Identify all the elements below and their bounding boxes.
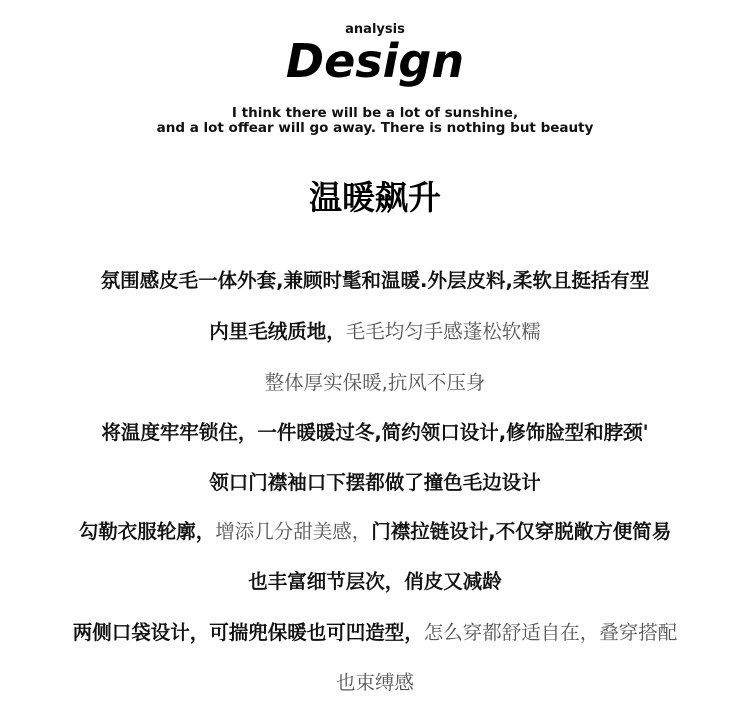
description-line-6 — [0, 519, 750, 545]
description-line-9 — [0, 670, 750, 696]
line-4-bold: 将温度牢牢锁住，一件暖暖过冬,简约领口设计,修饰脸型和脖颈' — [101, 421, 649, 444]
line-6-bold-2: 门襟拉链设计,不仅穿脱敞方便简易 — [371, 520, 672, 543]
line-8-bold: 两侧口袋设计，可揣兜保暖也可凹造型， — [72, 621, 424, 644]
line-3-regular: 整体厚实保暖,抗风不压身 — [264, 371, 486, 394]
line-2-bold: 内里毛绒质地， — [209, 320, 346, 343]
description-line-1 — [0, 268, 750, 294]
line-6-bold: 勾勒衣服轮廓， — [78, 520, 216, 543]
line-6-regular: 增添几分甜美感， — [215, 520, 372, 543]
line-8-regular: 怎么穿都舒适自在，叠穿搭配 — [423, 621, 678, 644]
line-1-bold: 氛围感皮毛一体外套,兼顾时髦和温暖.外层皮料,柔软且挺括有型 — [100, 269, 650, 292]
line-5-bold: 领口门襟袖口下摆都做了撞色毛边设计 — [209, 471, 541, 494]
tagline-line-2: and a lot offear will go away. There is nothing but beauty — [156, 120, 594, 136]
description-line-8 — [0, 620, 750, 646]
design-logo: Design — [285, 34, 465, 88]
tagline-line-1: I think there will be a lot of sunshine, — [231, 105, 519, 121]
description-line-4 — [0, 420, 750, 446]
description-line-2 — [0, 319, 750, 345]
line-7-bold: 也丰富细节层次，俏皮又减龄 — [248, 570, 502, 593]
description-line-7 — [0, 569, 750, 595]
description-line-3 — [0, 370, 750, 396]
line-2-regular: 毛毛均匀手感蓬松软糯 — [345, 320, 541, 343]
line-9-regular: 也束缚感 — [335, 671, 414, 694]
analysis-kicker: analysis — [345, 22, 405, 37]
section-heading: 温暖飙升 — [309, 178, 441, 217]
description-line-5 — [0, 470, 750, 496]
